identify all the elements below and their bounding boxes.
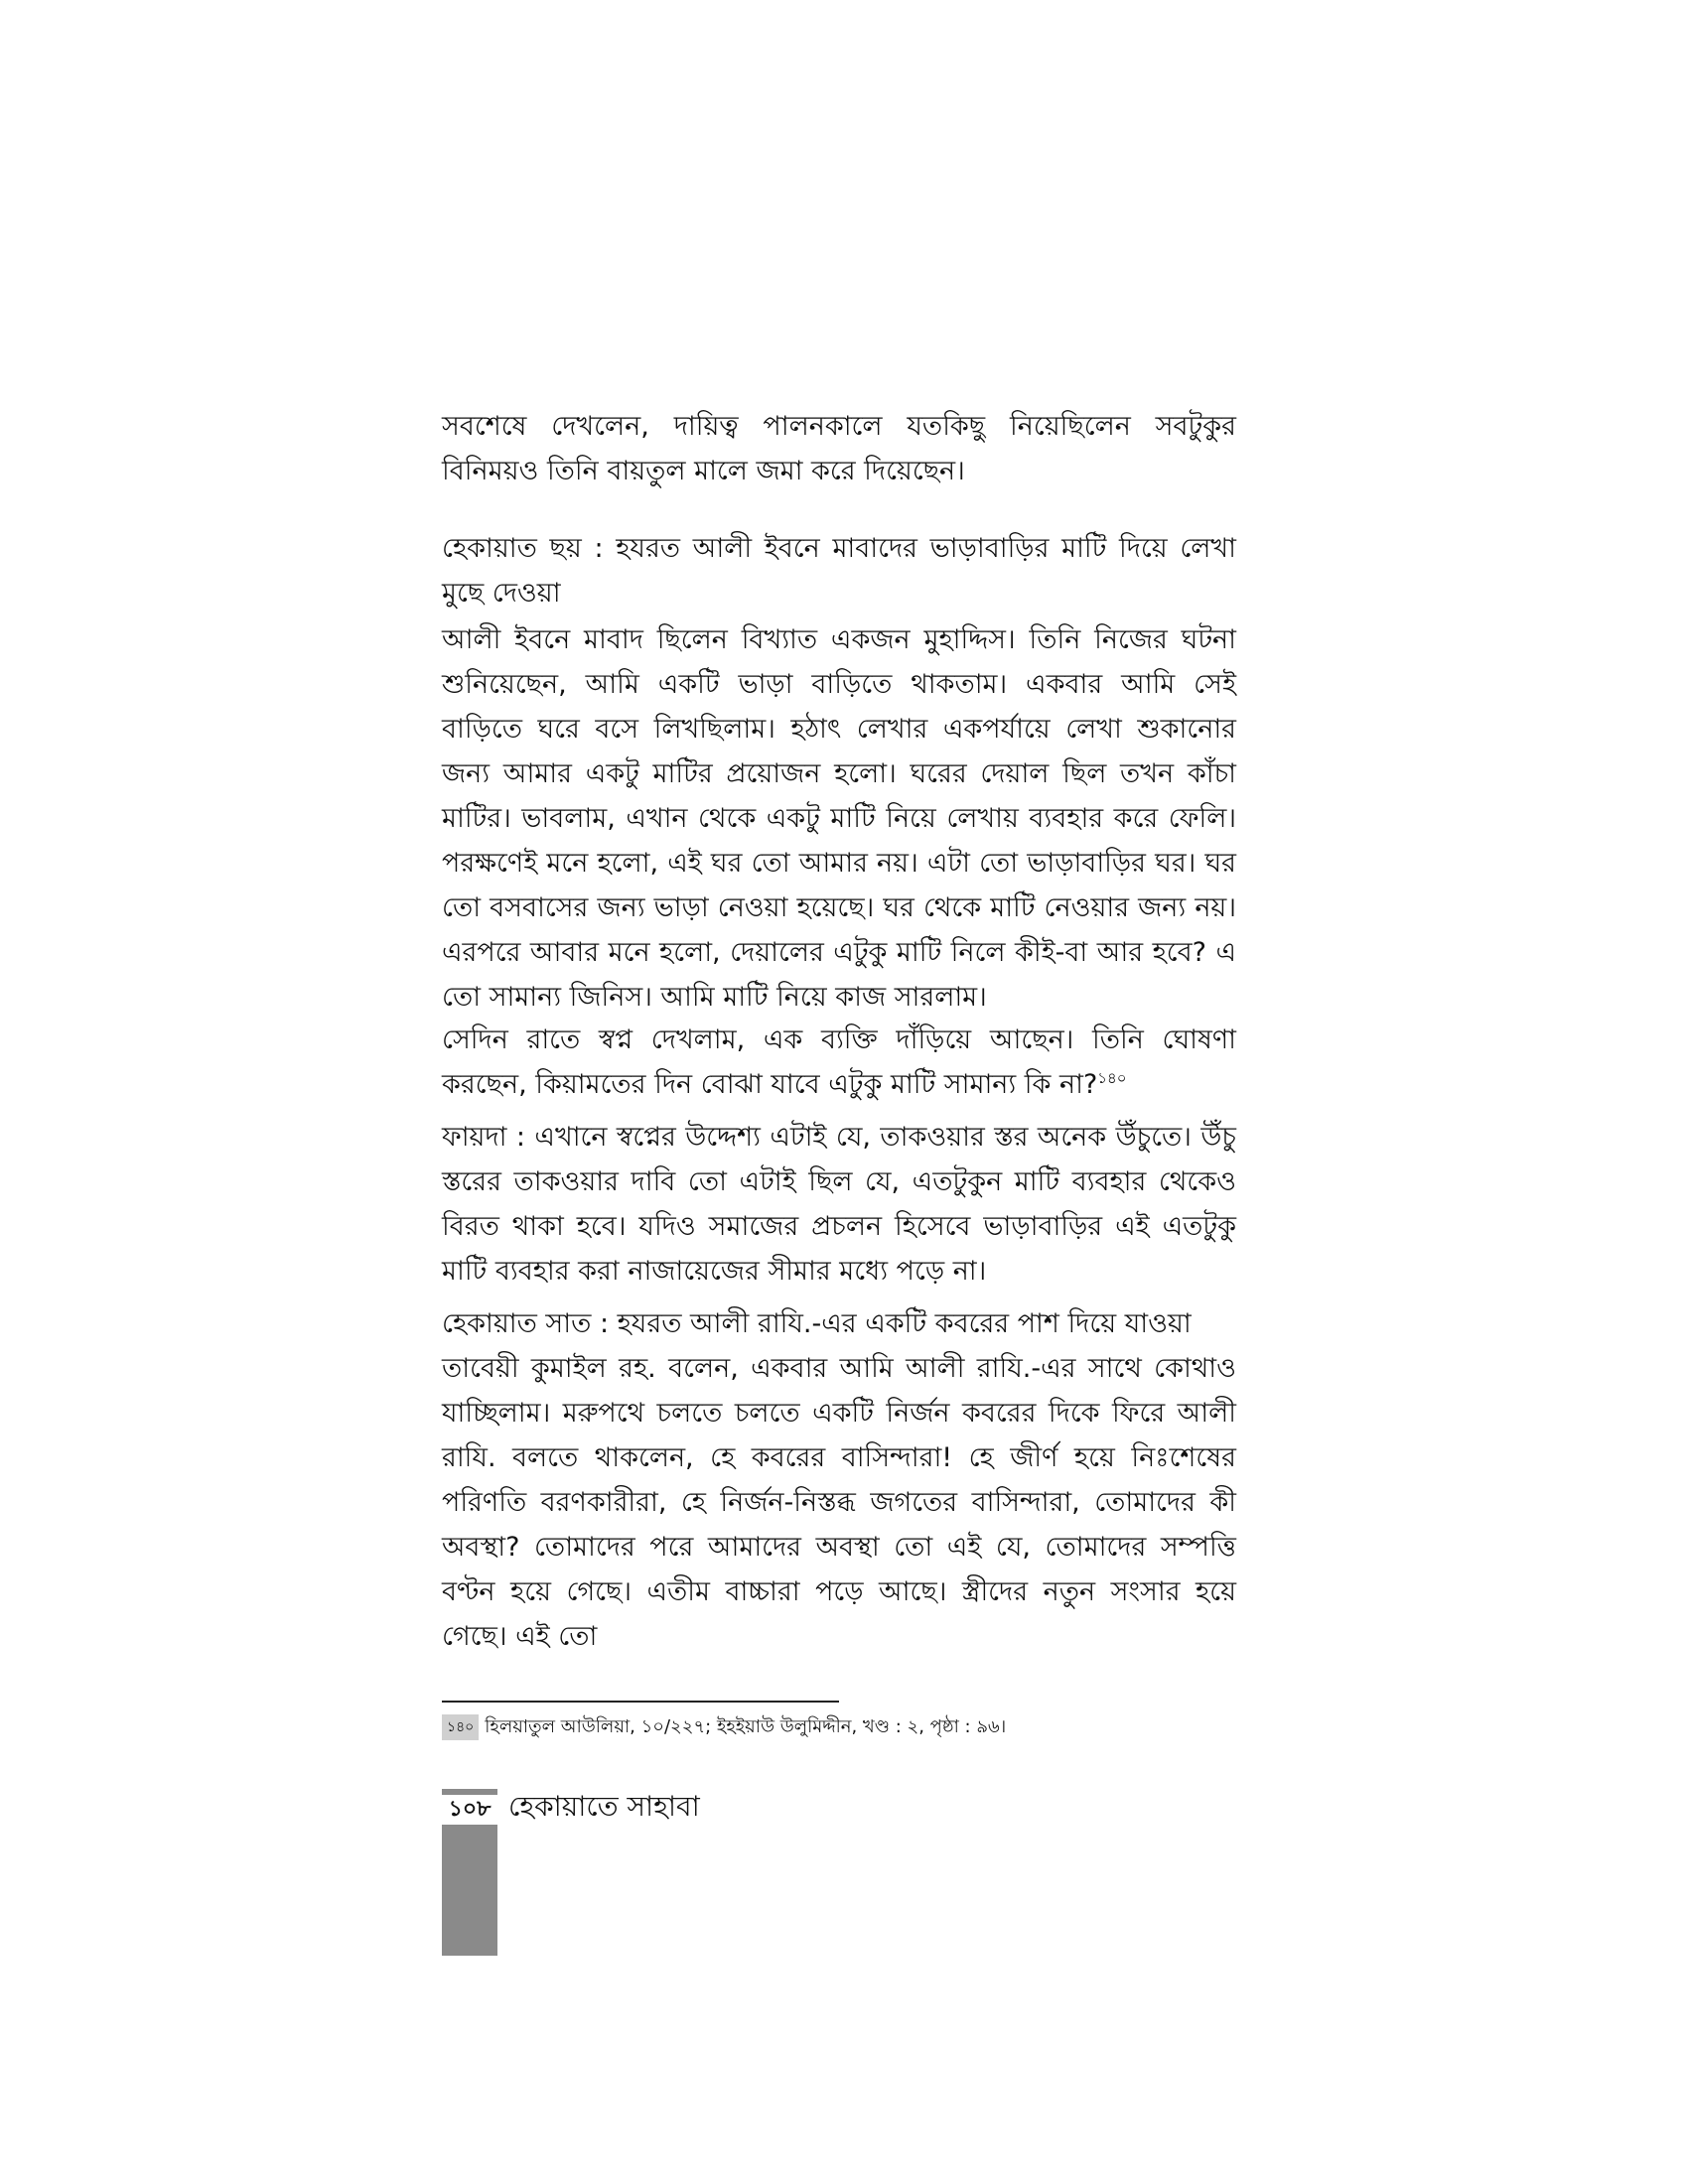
footnote [442,1714,1236,1740]
footnote-text: হিলয়াতুল আউলিয়া, ১০/২২৭; ইহইয়াউ উলুমিদ্দীন, খণ্ড : ২, পৃষ্ঠা : ৯৬। [485,1716,1007,1737]
section-heading-6: হেকায়াত ছয় : হযরত আলী ইবনে মাবাদের ভাড়াবাড়ির মাটি দিয়ে লেখা মুছে দেওয়া [442,533,1236,609]
footnote-number: ১৪০ [442,1714,479,1740]
paragraph-benefit: ফায়দা : এখানে স্বপ্নের উদ্দেশ্য এটাই যে, তাকওয়ার স্তর অনেক উঁচুতে। উঁচু স্তরের তাকওয়ার দাবি তো এটাই ছিল যে, এতটুকুন মাটি ব্যবহার থেকেও বিরত থাকা হবে। যদিও সমাজের প্রচলন হিসেবে ভাড়াবাড়ির এই এতটুকু মাটি ব্যবহার করা নাজায়েজের সীমার মধ্যে পড়ে না। [442,1122,1236,1287]
page-number: ১০৮ [442,1789,497,1825]
section-heading-7: হেকায়াত সাত : হযরত আলী রাযি.-এর একটি কবরের পাশ দিয়ে যাওয়া [442,1308,1192,1339]
footnote-reference: ১৪০ [1097,1069,1127,1087]
footnote-divider [442,1701,839,1703]
paragraph-1: সবশেষে দেখলেন, দায়িত্ব পালনকালে যতকিছু নিয়েছিলেন সবটুকুর বিনিময়ও তিনি বায়তুল মালে জমা করে দিয়েছেন। [442,411,1236,486]
paragraph-3 [442,1018,1236,1107]
running-title: হেকায়াতে সাহাবা [508,1790,700,1823]
paragraph-2: আলী ইবনে মাবাদ ছিলেন বিখ্যাত একজন মুহাদ্দিস। তিনি নিজের ঘটনা শুনিয়েছেন, আমি একটি ভাড়া বাড়িতে থাকতাম। একবার আমি সেই বাড়িতে ঘরে বসে লিখছিলাম। হঠাৎ লেখার একপর্যায়ে লেখা শুকানোর জন্য আমার একটু মাটির প্রয়োজন হলো। ঘরের দেয়াল ছিল তখন কাঁচা মাটির। ভাবলাম, এখান থেকে একটু মাটি নিয়ে লেখায় ব্যবহার করে ফেলি। পরক্ষণেই মনে হলো, এই ঘর তো আমার নয়। এটা তো ভাড়াবাড়ির ঘর। ঘর তো বসবাসের জন্য ভাড়া নেওয়া হয়েছে। ঘর থেকে মাটি নেওয়ার জন্য নয়। এরপরে আবার মনে হলো, দেয়ালের এটুকু মাটি নিলে কীই-বা আর হবে? এ তো সামান্য জিনিস। আমি মাটি নিয়ে কাজ সারলাম। [442,624,1236,1013]
paragraph-4: তাবেয়ী কুমাইল রহ. বলেন, একবার আমি আলী রাযি.-এর সাথে কোথাও যাচ্ছিলাম। মরুপথে চলতে চলতে একটি নির্জন কবরের দিকে ফিরে আলী রাযি. বলতে থাকলেন, হে কবরের বাসিন্দারা! হে জীর্ণ হয়ে নিঃশেষের পরিণতি বরণকারীরা, হে নির্জন-নিস্তব্ধ জগতের বাসিন্দারা, তোমাদের কী অবস্থা? তোমাদের পরে আমাদের অবস্থা তো এই যে, তোমাদের সম্পত্তি বণ্টন হয়ে গেছে। এতীম বাচ্চারা পড়ে আছে। স্ত্রীদের নতুন সংসার হয়ে গেছে। এই তো [442,1353,1236,1652]
paragraph-3-text: সেদিন রাতে স্বপ্ন দেখলাম, এক ব্যক্তি দাঁড়িয়ে আছেন। তিনি ঘোষণা করছেন, কিয়ামতের দিন বোঝা যাবে এটুকু মাটি সামান্য কি না? [442,1024,1236,1100]
